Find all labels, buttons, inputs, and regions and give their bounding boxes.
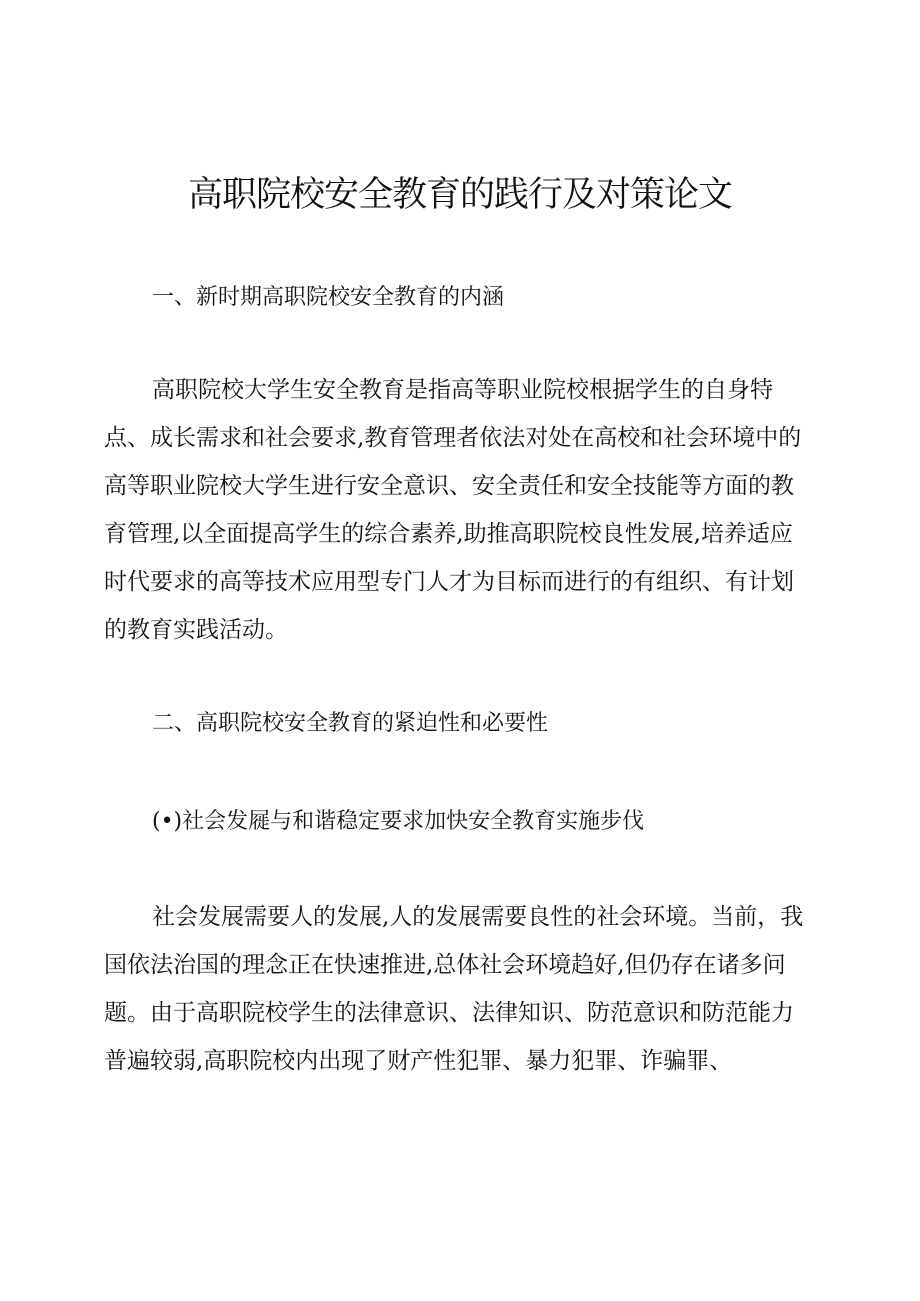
paragraph-line: 高等职业院校大学生进行安全意识、安全责任和安全技能等方面的教 xyxy=(104,473,794,499)
paragraph-line: 点、成长需求和社会要求,教育管理者依法对处在高校和社会环境中的 xyxy=(104,425,802,451)
paragraph-line: 高职院校大学生安全教育是指高等职业院校根据学生的自身特 xyxy=(152,377,773,403)
section-2-heading: 二、高职院校安全教育的紧迫性和必要性 xyxy=(152,711,549,736)
section-1-paragraph xyxy=(104,366,824,654)
paragraph-line: 社会发展需要人的发展,人的发展需要良性的社会环境。当前，我 xyxy=(152,904,804,930)
section-2-paragraph xyxy=(104,893,824,1085)
paragraph-line: 育管理,以全面提高学生的综合素养,助推高职院校良性发展,培养适应 xyxy=(104,521,793,547)
paragraph-line: 时代要求的高等技术应用型专门人才为目标而进行的有组织、有计划 xyxy=(104,569,794,595)
paragraph-line: 普遍较弱,高职院校内出现了财产性犯罪、暴力犯罪、诈骗罪、 xyxy=(104,1048,733,1074)
document-title: 高职院校安全教育的践行及对策论文 xyxy=(187,175,732,215)
paragraph-line: 题。由于高职院校学生的法律意识、法律知识、防范意识和防范能力 xyxy=(104,1000,794,1026)
section-2-subheading: (•)社会发屣与和谐稳定要求加快安全教育实施步伐 xyxy=(152,809,645,834)
paragraph-line: 的教育实践活动。 xyxy=(104,617,288,643)
section-1-heading: 一、新时期高职院校安全教育的内涵 xyxy=(152,285,505,310)
paragraph-line: 国依法治国的理念正在快速推进,总体社会环境趋好,但仍存在诸多问 xyxy=(104,952,786,978)
